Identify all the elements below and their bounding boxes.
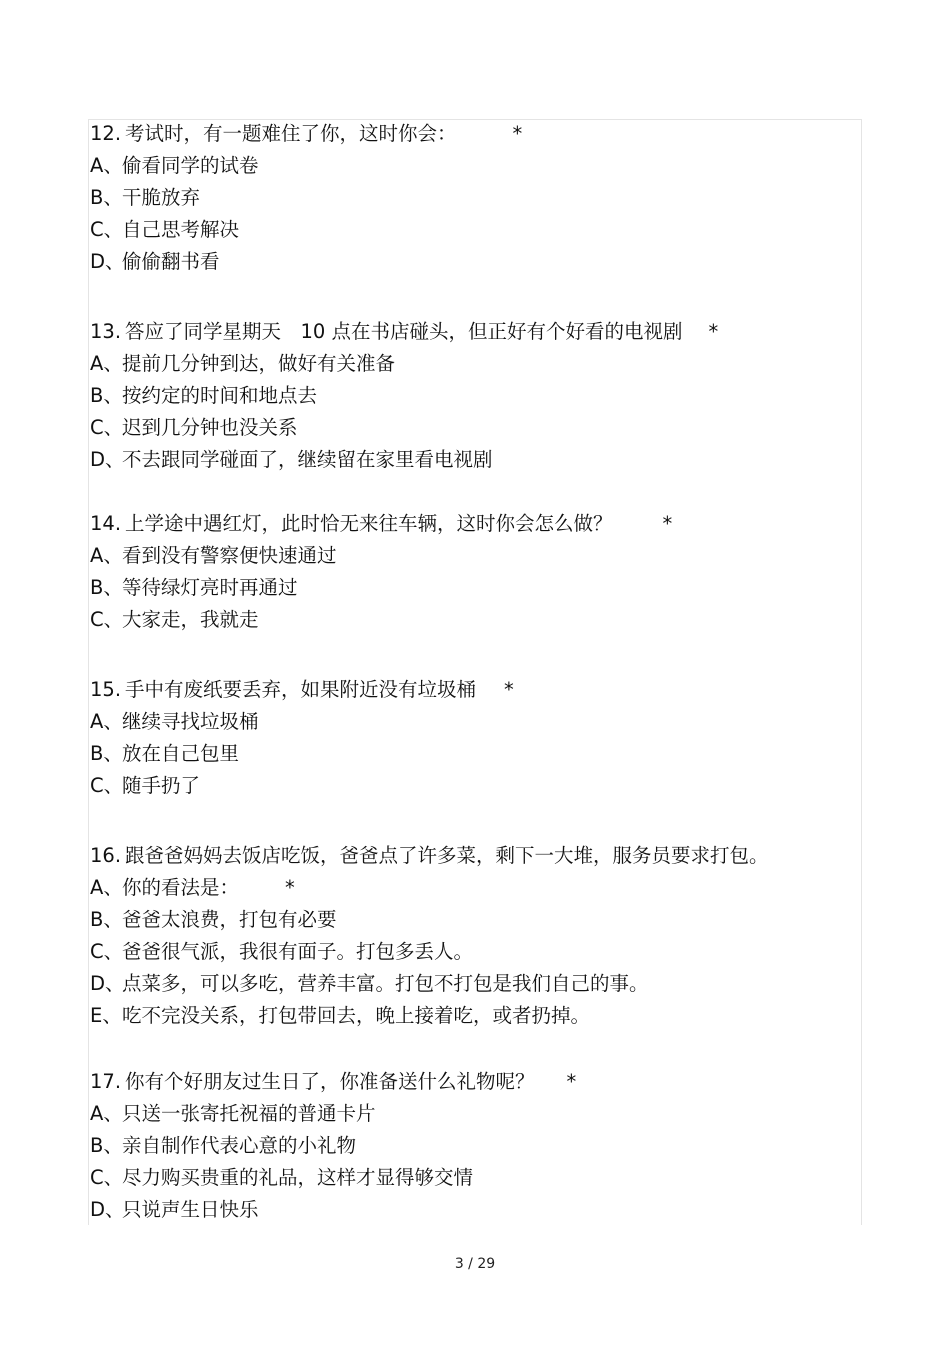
option-text: 提前几分钟到达，做好有关准备 (122, 352, 396, 375)
option-text: 放在自己包里 (122, 742, 240, 765)
required-mark: * (662, 512, 673, 535)
option-text: 偷看同学的试卷 (122, 154, 259, 177)
option-letter: A、 (90, 876, 123, 899)
question-title (90, 674, 860, 706)
option-letter: D、 (90, 250, 125, 273)
question-block (90, 508, 860, 636)
question-number: 15. (90, 678, 122, 701)
option-text: 点菜多，可以多吃，营养丰富。打包不打包是我们自己的事。 (122, 972, 649, 995)
option-e[interactable] (90, 1000, 860, 1032)
option-a[interactable] (90, 150, 860, 182)
question-spacer (90, 278, 860, 316)
required-mark: * (504, 678, 514, 701)
question-block (90, 316, 860, 476)
required-mark: * (566, 1070, 577, 1093)
question-number: 13. (90, 320, 122, 343)
question-block (90, 1066, 860, 1226)
option-c[interactable] (90, 214, 860, 246)
question-text: 上学途中遇红灯，此时恰无来往车辆，这时你会怎么做？ (125, 512, 613, 535)
question-number: 17. (90, 1070, 122, 1093)
question-text: 你有个好朋友过生日了，你准备送什么礼物呢？ (125, 1070, 535, 1093)
option-letter: E、 (90, 1004, 122, 1027)
option-letter: A、 (90, 710, 123, 733)
option-b[interactable] (90, 904, 860, 936)
option-letter: B、 (90, 384, 123, 407)
option-text: 偷偷翻书看 (122, 250, 220, 273)
option-c[interactable] (90, 412, 860, 444)
option-text: 大家走，我就走 (122, 608, 259, 631)
option-letter: B、 (90, 742, 123, 765)
option-letter: A、 (90, 1102, 123, 1125)
option-text: 看到没有警察便快速通过 (122, 544, 337, 567)
option-c[interactable] (90, 1162, 860, 1194)
option-text: 你的看法是： (122, 876, 240, 899)
option-a[interactable] (90, 348, 860, 380)
option-b[interactable] (90, 380, 860, 412)
option-text: 爸爸很气派，我很有面子。打包多丢人。 (122, 940, 474, 963)
question-title (90, 508, 860, 540)
option-a[interactable] (90, 540, 860, 572)
option-text: 随手扔了 (122, 774, 201, 797)
option-letter: C、 (90, 416, 124, 439)
question-spacer (90, 636, 860, 674)
option-b[interactable] (90, 738, 860, 770)
option-d[interactable] (90, 968, 860, 1000)
question-block (90, 674, 860, 802)
question-spacer (90, 802, 860, 840)
option-letter: C、 (90, 218, 124, 241)
option-letter: B、 (90, 186, 123, 209)
question-title (90, 1066, 860, 1098)
question-title (90, 840, 860, 872)
option-a[interactable] (90, 872, 860, 904)
option-d[interactable] (90, 246, 860, 278)
option-letter: C、 (90, 774, 124, 797)
question-number: 16. (90, 844, 122, 867)
page-number: 3 / 29 (454, 1256, 496, 1272)
option-text: 尽力购买贵重的礼品，这样才显得够交情 (122, 1166, 474, 1189)
option-d[interactable] (90, 444, 860, 476)
option-c[interactable] (90, 604, 860, 636)
option-letter: B、 (90, 1134, 123, 1157)
option-c[interactable] (90, 936, 860, 968)
option-b[interactable] (90, 572, 860, 604)
option-letter: D、 (90, 448, 125, 471)
option-letter: A、 (90, 352, 123, 375)
option-letter: C、 (90, 940, 124, 963)
option-text: 干脆放弃 (122, 186, 201, 209)
option-a[interactable] (90, 1098, 860, 1130)
option-text: 按约定的时间和地点去 (122, 384, 318, 407)
required-mark: * (708, 320, 719, 343)
option-b[interactable] (90, 1130, 860, 1162)
question-number: 14. (90, 512, 122, 535)
question-title (90, 316, 860, 348)
option-text: 亲自制作代表心意的小礼物 (122, 1134, 357, 1157)
question-spacer (90, 476, 860, 508)
question-text: 跟爸爸妈妈去饭店吃饭，爸爸点了许多菜，剩下一大堆，服务员要求打包。 (125, 844, 769, 867)
option-text: 迟到几分钟也没关系 (122, 416, 298, 439)
question-text: 考试时，有一题难住了你，这时你会： (125, 122, 457, 145)
option-text: 继续寻找垃圾桶 (122, 710, 259, 733)
option-text: 只送一张寄托祝福的普通卡片 (122, 1102, 376, 1125)
option-c[interactable] (90, 770, 860, 802)
option-d[interactable] (90, 1194, 860, 1226)
option-letter: A、 (90, 544, 123, 567)
option-text: 吃不完没关系，打包带回去，晚上接着吃，或者扔掉。 (122, 1004, 591, 1027)
question-text: 答应了同学星期天 10 点在书店碰头，但正好有个好看的电视剧 (125, 320, 683, 343)
option-text: 只说声生日快乐 (122, 1198, 259, 1221)
option-letter: B、 (90, 576, 123, 599)
option-text: 等待绿灯亮时再通过 (122, 576, 298, 599)
question-title (90, 118, 860, 150)
required-mark: * (285, 876, 295, 899)
required-mark: * (512, 122, 523, 145)
option-b[interactable] (90, 182, 860, 214)
question-number: 12. (90, 122, 122, 145)
option-letter: D、 (90, 972, 125, 995)
option-text: 爸爸太浪费，打包有必要 (122, 908, 337, 931)
question-spacer (90, 1032, 860, 1066)
option-letter: C、 (90, 608, 124, 631)
question-list (90, 118, 860, 1226)
option-text: 不去跟同学碰面了，继续留在家里看电视剧 (122, 448, 493, 471)
option-letter: D、 (90, 1198, 125, 1221)
question-block (90, 840, 860, 1032)
option-letter: C、 (90, 1166, 124, 1189)
question-block (90, 118, 860, 278)
option-text: 自己思考解决 (122, 218, 240, 241)
option-letter: A、 (90, 154, 123, 177)
option-letter: B、 (90, 908, 123, 931)
option-a[interactable] (90, 706, 860, 738)
question-text: 手中有废纸要丢弃，如果附近没有垃圾桶 (125, 678, 477, 701)
